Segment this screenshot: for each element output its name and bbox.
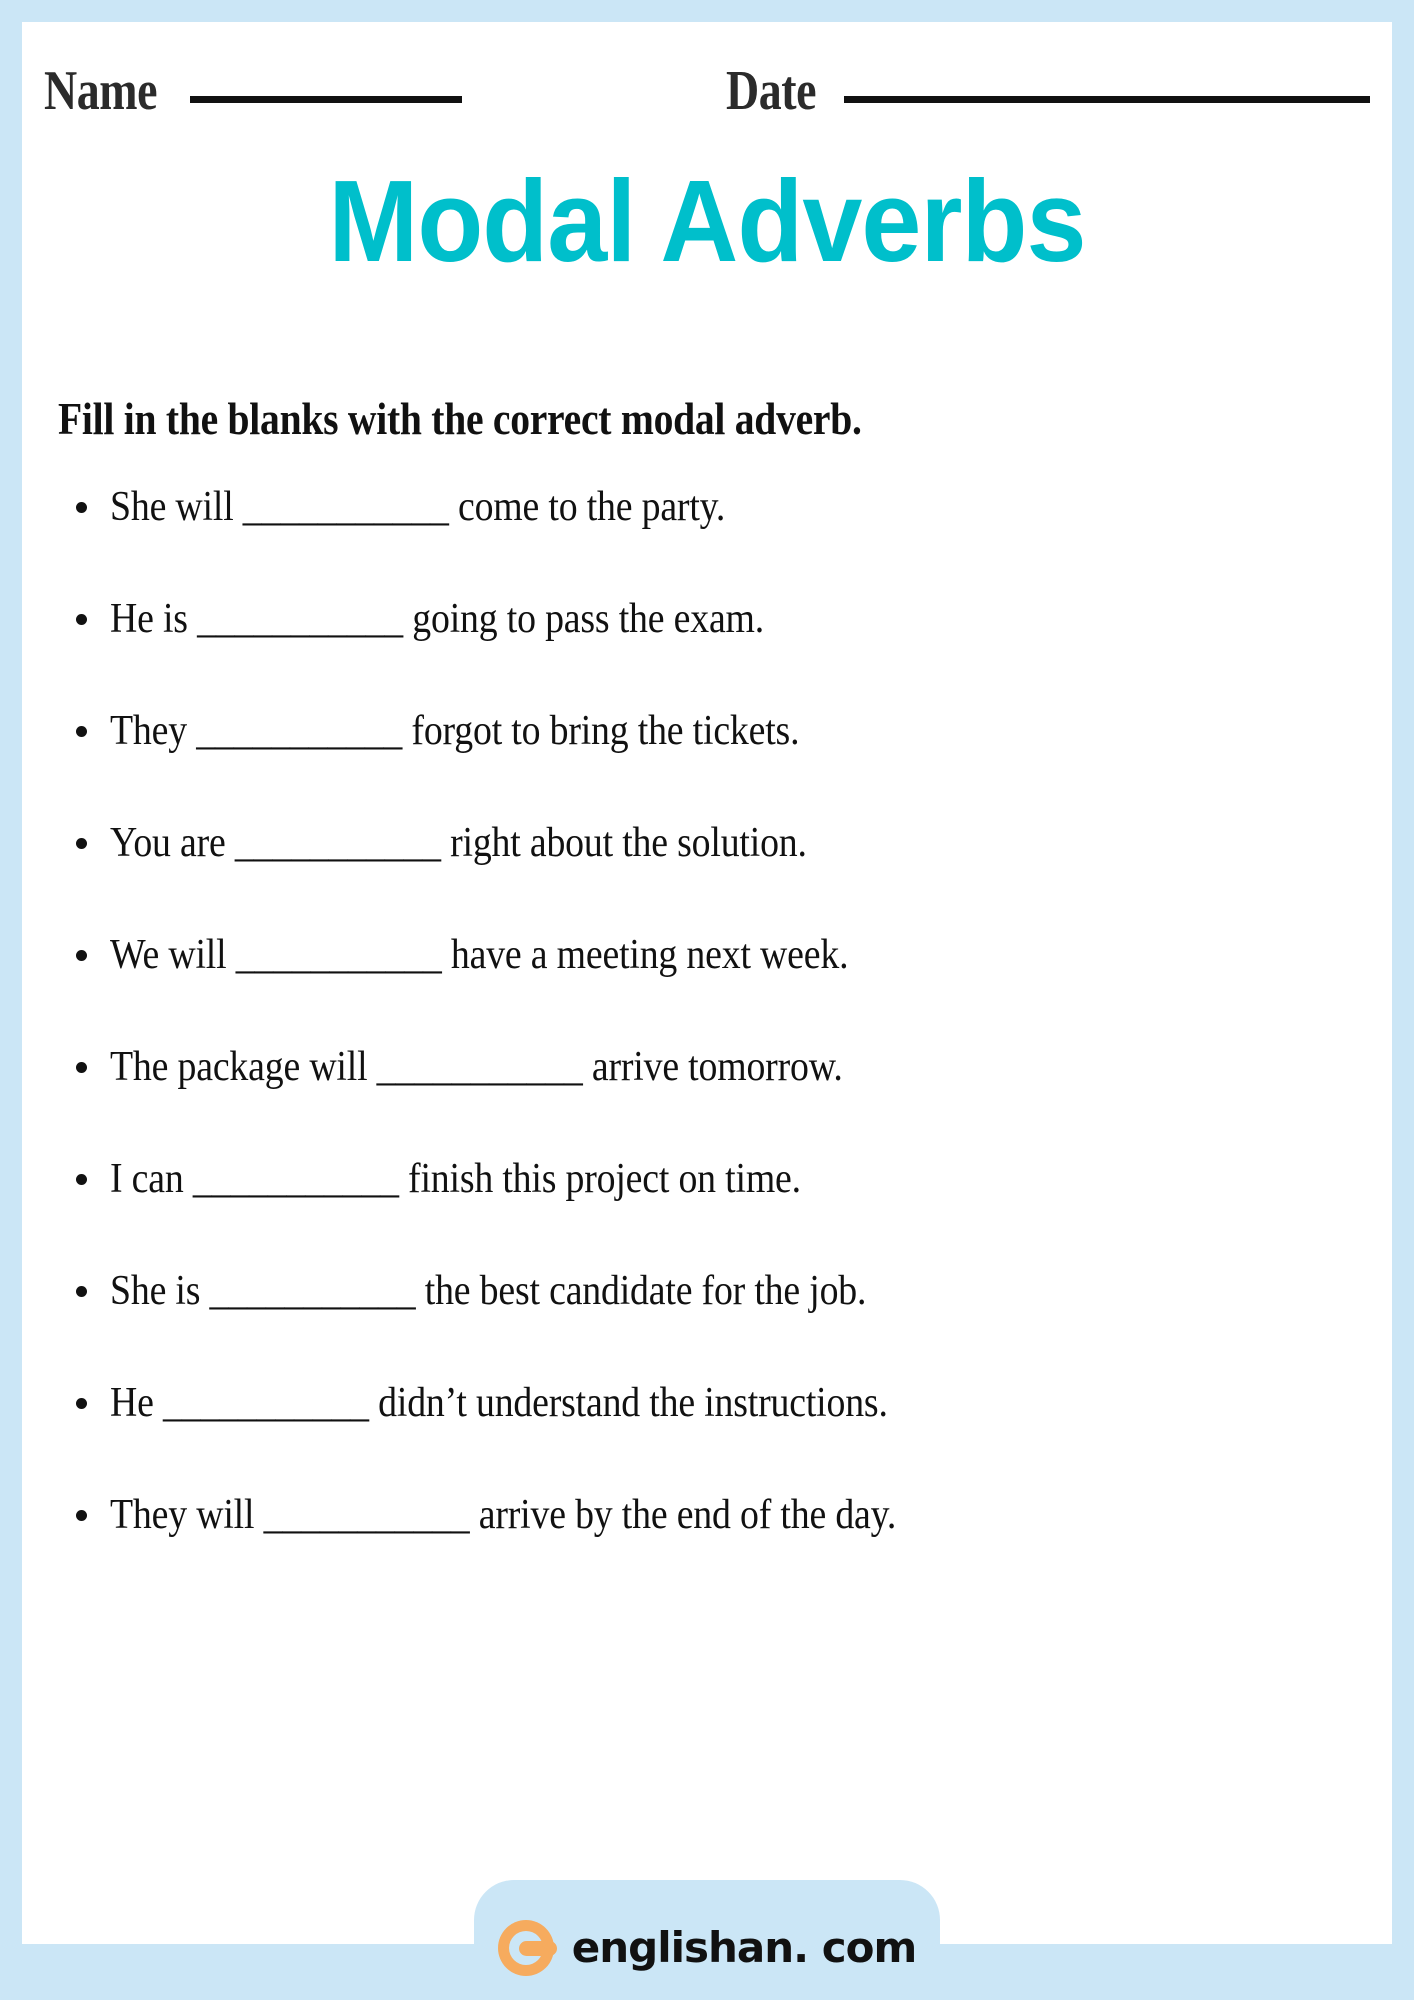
list-item [58, 932, 1368, 1044]
question-text[interactable]: He ___________ didn’t understand the instructions. [110, 1380, 888, 1426]
englishan-logo-icon [498, 1920, 554, 1976]
bullet-icon [76, 950, 87, 961]
list-item [58, 484, 1368, 596]
list-item [58, 1492, 1368, 1604]
bullet-icon [76, 1062, 87, 1073]
date-field-group [654, 62, 1370, 120]
instruction-text: Fill in the blanks with the correct modal adverb. [58, 394, 862, 444]
name-write-line[interactable] [190, 96, 462, 103]
list-item [58, 596, 1368, 708]
question-text[interactable]: We will ___________ have a meeting next week. [110, 932, 849, 978]
list-item [58, 1380, 1368, 1492]
bullet-icon [76, 838, 87, 849]
question-text[interactable]: He is ___________ going to pass the exam. [110, 596, 765, 642]
name-date-row [44, 34, 1370, 120]
question-text[interactable]: They ___________ forgot to bring the tickets. [110, 708, 800, 754]
question-text[interactable]: I can ___________ finish this project on time. [110, 1156, 801, 1202]
bullet-icon [76, 502, 87, 513]
bullet-icon [76, 1174, 87, 1185]
list-item [58, 820, 1368, 932]
list-item [58, 1268, 1368, 1380]
question-text[interactable]: The package will ___________ arrive tomorrow. [110, 1044, 843, 1090]
bullet-icon [76, 614, 87, 625]
worksheet-sheet [22, 22, 1392, 1944]
bullet-icon [76, 726, 87, 737]
brand-name: englishan. com [571, 1923, 917, 1972]
footer-brand-tab[interactable] [474, 1880, 940, 2000]
page-title: Modal Adverbs [328, 156, 1086, 286]
list-item [58, 1044, 1368, 1156]
question-text[interactable]: They will ___________ arrive by the end of the day. [110, 1492, 897, 1538]
question-text[interactable]: She is ___________ the best candidate for the job. [110, 1268, 867, 1314]
name-label: Name [44, 60, 158, 122]
bullet-icon [76, 1286, 87, 1297]
date-label: Date [726, 60, 817, 122]
bullet-icon [76, 1398, 87, 1409]
date-write-line[interactable] [844, 96, 1370, 103]
list-item [58, 708, 1368, 820]
question-text[interactable]: She will ___________ come to the party. [110, 484, 726, 530]
question-text[interactable]: You are ___________ right about the solution. [110, 820, 807, 866]
list-item [58, 1156, 1368, 1268]
bullet-icon [76, 1510, 87, 1521]
question-list [58, 484, 1368, 1604]
name-field-group [44, 62, 654, 120]
